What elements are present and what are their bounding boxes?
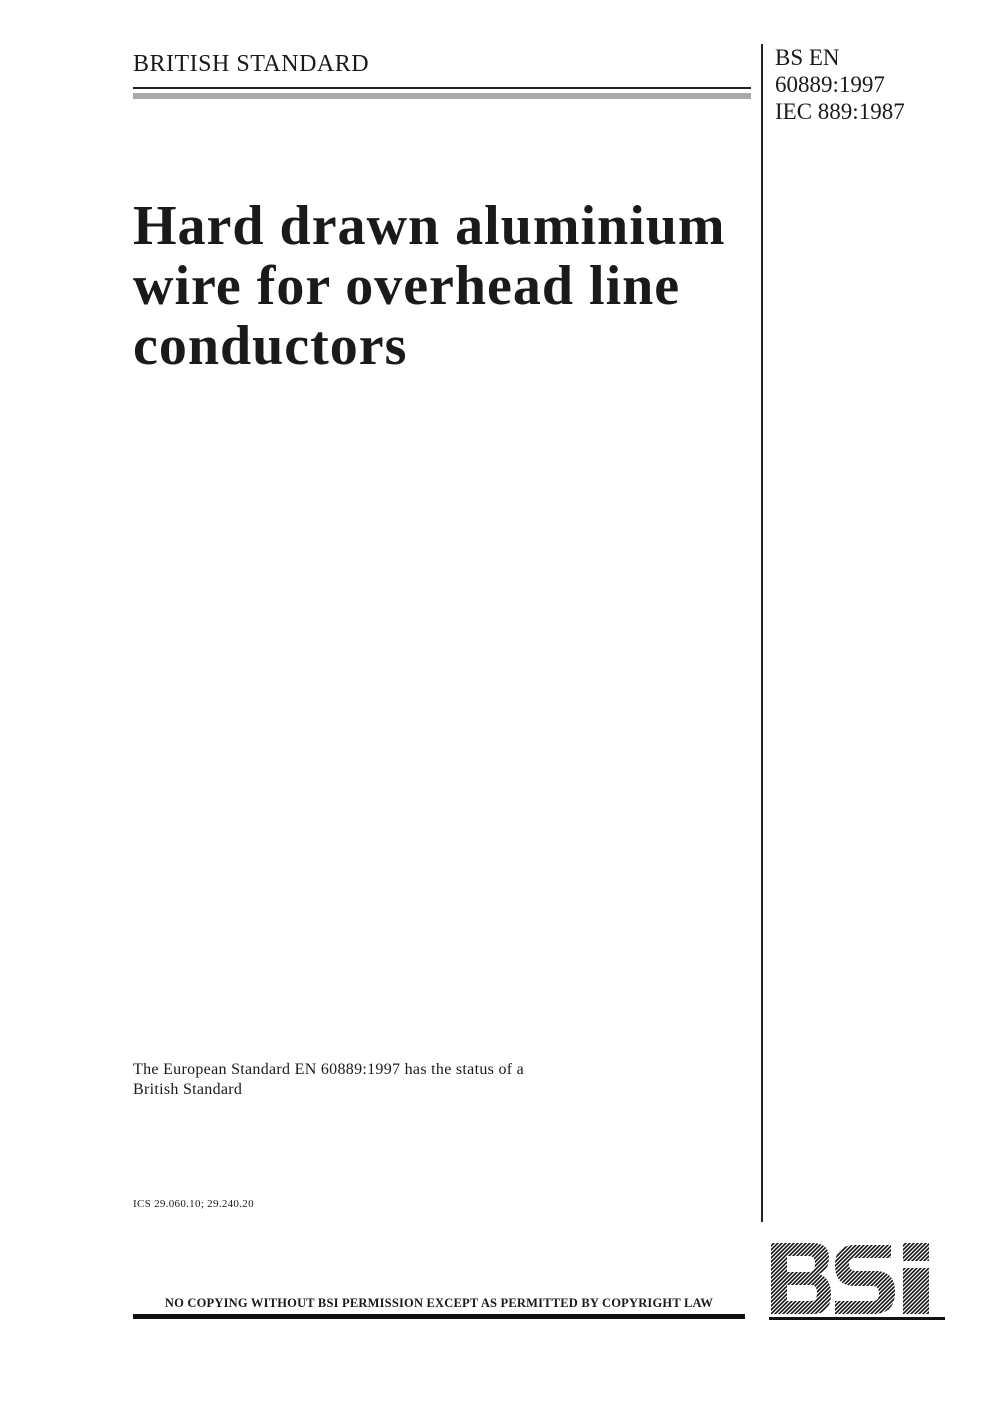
bsi-logo (769, 1240, 945, 1320)
document-type-label: BRITISH STANDARD (133, 51, 370, 77)
header-rule (133, 87, 751, 89)
ics-code: ICS 29.060.10; 29.240.20 (133, 1198, 254, 1210)
document-title (133, 196, 753, 376)
designation-bs-en: BS EN (775, 45, 840, 70)
title-line: wire for overhead line (133, 255, 681, 317)
copyright-notice: NO COPYING WITHOUT BSI PERMISSION EXCEPT AS PERMITTED BY COPYRIGHT LAW (164, 1296, 714, 1310)
footer-rule (133, 1314, 745, 1319)
standard-designation (775, 44, 905, 125)
column-divider (761, 44, 763, 1222)
status-line: The European Standard EN 60889:1997 has the status of a (133, 1061, 525, 1078)
status-statement (133, 1060, 524, 1100)
designation-number: 60889:1997 (775, 72, 885, 97)
designation-iec: IEC 889:1987 (775, 99, 905, 124)
title-line: Hard drawn aluminium (133, 195, 726, 257)
title-line: conductors (133, 315, 408, 377)
status-line: British Standard (133, 1081, 243, 1098)
header-band (133, 93, 751, 99)
